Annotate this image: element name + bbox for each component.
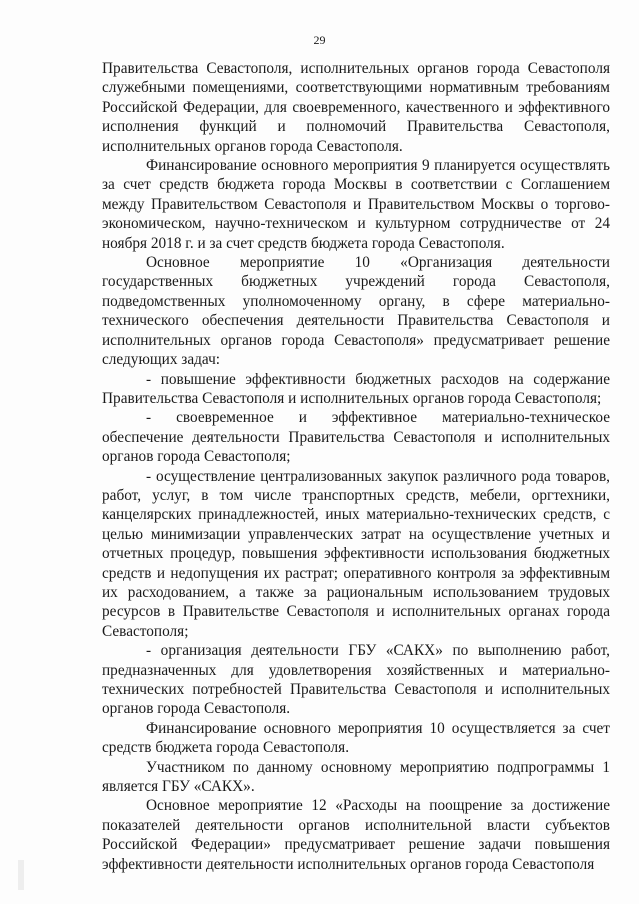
list-item-budget-efficiency: - повышение эффективности бюджетных расходов на содержание Правительства Севастополя и исполнительных органов города Севастополя; [102, 370, 610, 407]
page-number: 29 [313, 33, 326, 47]
paragraph-participant: Участником по данному основному мероприятию подпрограммы 1 является ГБУ «САКХ». [102, 758, 610, 796]
paragraph-financing-measure-10: Финансирование основного мероприятия 10 осуществляется за счет средств бюджета города Севастополя. [102, 719, 610, 757]
list-item-material-support: - своевременное и эффективное материально-техническое обеспечение деятельности Правительства Севастополя и исполнительных органов города Севастополя; [102, 409, 610, 466]
paragraph-measure-12: Основное мероприятие 12 «Расходы на поощрение за достижение показателей деятельности органов исполнительной власти субъектов Российской Федерации» предусматривает решение задачи повышения эффективности деятельности исполнительных органов города Севастополя [102, 797, 610, 873]
document-body [102, 59, 610, 874]
list-item-sakh-organization: - организация деятельности ГБУ «САКХ» по выполнению работ, предназначенных для удовлетворения хозяйственных и материально-технических потребностей Правительства Севастополя и исполнительных органов города Севастополя. [102, 642, 610, 718]
list-item-centralized-procurement: - осуществление централизованных закупок различного рода товаров, работ, услуг, в том числе транспортных средств, мебели, оргтехники, канцелярских принадлежностей, иных материально-технических средств, с целью минимизации управленческих затрат на осуществление учетных и отчетных процедур, повышения эффективности использования бюджетных средств и недопущения их растрат; оперативного контроля за эффективным их расходованием, а также за рациональным использованием трудовых ресурсов в Правительстве Севастополя и исполнительных органах города Севастополя; [102, 467, 610, 640]
paragraph-measure-10-intro: Основное мероприятие 10 «Организация деятельности государственных бюджетных учреждений города Севастополя, подведомственных уполномоченному органу, в сфере материально-технического обеспечения деятельности Правительства Севастополя и исполнительных органов города Севастополя» предусматривает решение следующих задач: [102, 254, 610, 369]
paragraph-continuation: Правительства Севастополя, исполнительных органов города Севастополя служебными помещениями, соответствующими нормативным требованиям Российской Федерации, для своевременного, качественного и эффективного исполнения функций и полномочий Правительства Севастополя, исполнительных органов города Севастополя. [102, 60, 610, 155]
paragraph-financing-measure-9: Финансирование основного мероприятия 9 планируется осуществлять за счет средств бюджета города Москвы в соответствии с Соглашением между Правительством Севастополя и Правительством Москвы о торгово-экономическом, научно-техническом и культурном сотрудничестве от 24 ноября 2018 г. и за счет средств бюджета города Севастополя. [102, 157, 610, 252]
scan-artifact [18, 860, 24, 890]
